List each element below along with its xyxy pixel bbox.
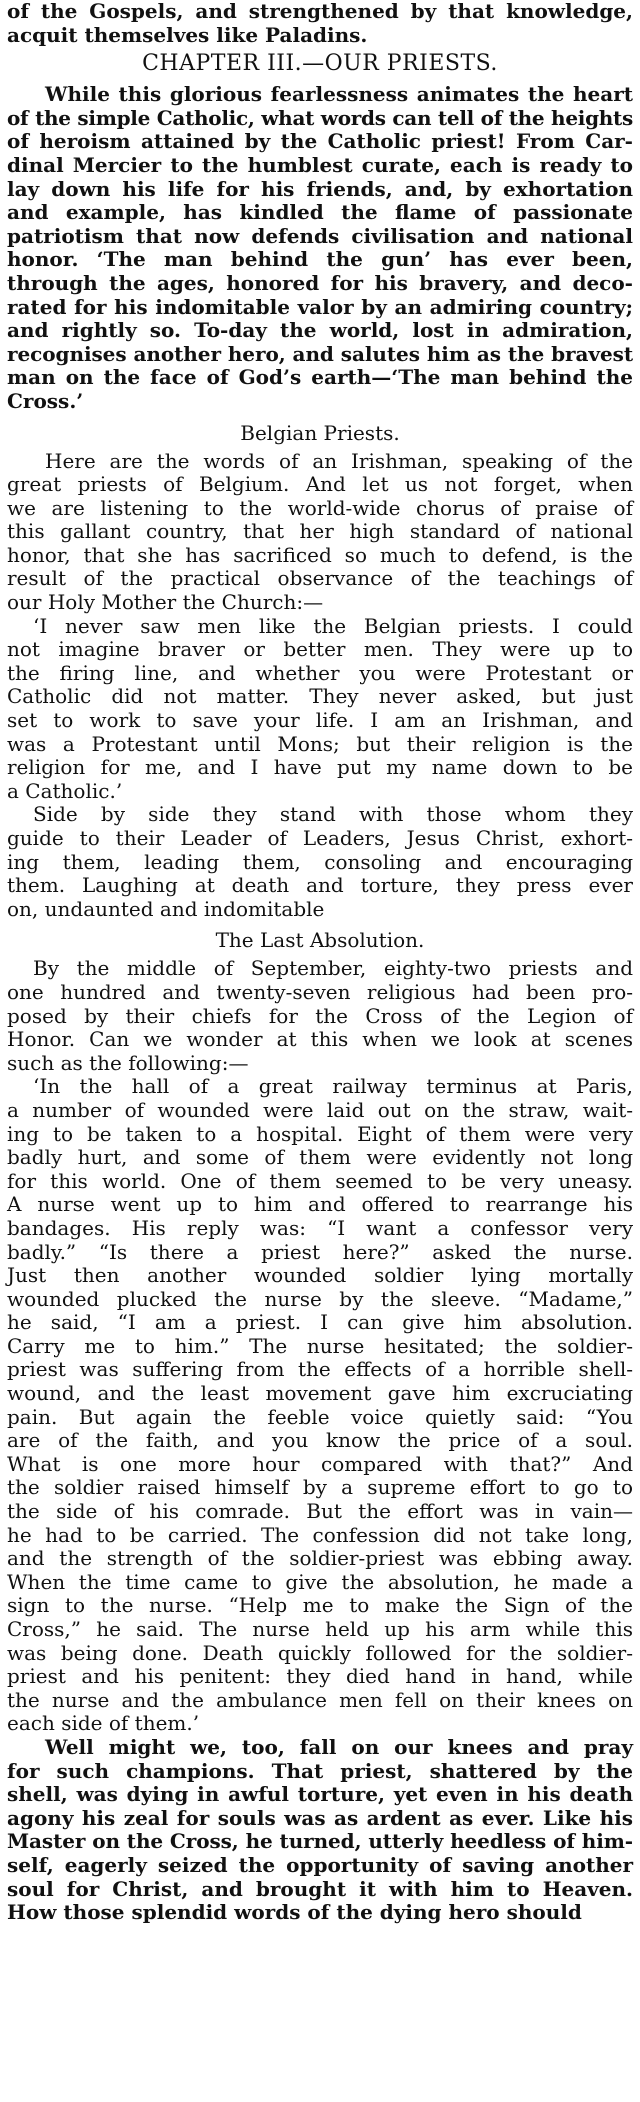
text-line: pain. But again the feeble voice quietly said: “You bbox=[7, 1404, 633, 1429]
text-line: of heroism attained by the Catholic priest! From Car- bbox=[7, 129, 633, 154]
text-line: sign to the nurse. “Help me to make the Sign of the bbox=[7, 1593, 633, 1618]
text-line: posed by their chiefs for the Cross of the Legion of bbox=[7, 1003, 633, 1028]
text-line: recognises another hero, and salutes him as the bravest bbox=[7, 341, 633, 366]
text-line: through the ages, honored for his bravery, and deco- bbox=[7, 270, 633, 295]
text-line: ‘I never saw men like the Belgian priests. I could bbox=[33, 613, 633, 638]
text-line: was a Protestant until Mons; but their religion is the bbox=[7, 731, 633, 756]
text-line: result of the practical observance of the teachings of bbox=[7, 566, 633, 591]
text-line: of the simple Catholic, what words can tell of the heights bbox=[7, 105, 633, 130]
text-line: each side of them.’ bbox=[7, 1711, 200, 1736]
text-line: Cross.’ bbox=[7, 388, 84, 413]
absolution-paragraph bbox=[7, 957, 633, 1075]
text-line: shell, was dying in awful torture, yet even in his death bbox=[7, 1782, 633, 1807]
text-line: for such champions. That priest, shattered by the bbox=[7, 1758, 633, 1783]
text-line: man on the face of God’s earth—‘The man behind the bbox=[7, 365, 633, 390]
text-line: the soldier raised himself by a supreme effort to go to bbox=[7, 1475, 633, 1500]
text-line: and example, has kindled the flame of passionate bbox=[7, 200, 633, 225]
text-line: of the Gospels, and strengthened by that knowledge, bbox=[7, 0, 633, 23]
text-line: rated for his indomitable valor by an admiring country; bbox=[7, 294, 633, 319]
text-line: a number of wounded were laid out on the straw, wait- bbox=[7, 1097, 633, 1122]
text-line: bandages. His reply was: “I want a confessor very bbox=[7, 1215, 633, 1240]
text-line: Just then another wounded soldier lying mortally bbox=[7, 1263, 633, 1288]
text-line: the firing line, and whether you were Protestant or bbox=[7, 660, 633, 685]
text-line: Cross,” he said. The nurse held up his arm while this bbox=[7, 1617, 633, 1641]
text-line: Master on the Cross, he turned, utterly heedless of him- bbox=[7, 1829, 633, 1854]
text-line: he said, “I am a priest. I can give him absolution. bbox=[7, 1310, 633, 1335]
text-line: soul for Christ, and brought it with him to Heaven. bbox=[7, 1876, 633, 1901]
text-line: our Holy Mother the Church:— bbox=[7, 590, 324, 615]
text-line: ‘In the hall of a great railway terminus at Paris, bbox=[33, 1074, 633, 1099]
text-line: are of the faith, and you know the price of a soul. bbox=[7, 1428, 633, 1453]
text-line: Catholic did not matter. They never asked, but just bbox=[7, 684, 633, 709]
chapter-heading: CHAPTER III.—OUR PRIESTS. bbox=[142, 51, 498, 77]
text-line: priest and his penitent: they died hand in hand, while bbox=[7, 1664, 633, 1689]
text-line: dinal Mercier to the humblest curate, each is ready to bbox=[7, 152, 633, 177]
text-line: priest was suffering from the effects of a horrible shell- bbox=[7, 1357, 633, 1382]
text-line: such as the following:— bbox=[7, 1050, 249, 1075]
text-line: them. Laughing at death and torture, they press ever bbox=[7, 873, 633, 898]
text-line: A nurse went up to him and offered to rearrange his bbox=[7, 1192, 633, 1217]
text-line: and the strength of the soldier-priest was ebbing away. bbox=[7, 1546, 633, 1571]
text-line: a Catholic.’ bbox=[7, 778, 123, 803]
text-line: wounded plucked the nurse by the sleeve. “Madame,” bbox=[7, 1286, 633, 1311]
text-line: not imagine braver or better men. They were up to bbox=[7, 637, 633, 662]
text-line: ing them, leading them, consoling and encouraging bbox=[7, 849, 633, 874]
text-line: self, eagerly seized the opportunity of saving another bbox=[7, 1852, 633, 1877]
text-line: guide to their Leader of Leaders, Jesus Christ, exhort- bbox=[7, 826, 633, 850]
text-line: was being done. Death quickly followed for the soldier- bbox=[7, 1640, 633, 1665]
text-line: badly hurt, and some of them were evidently not long bbox=[7, 1145, 633, 1170]
side-by-side-paragraph bbox=[7, 803, 633, 921]
text-line: wound, and the least movement gave him excruciating bbox=[7, 1381, 633, 1406]
text-line: one hundred and twenty-seven religious had been pro- bbox=[7, 979, 633, 1004]
intro-paragraph bbox=[7, 0, 633, 47]
text-line: What is one more hour compared with that?” And bbox=[7, 1451, 633, 1476]
text-line: Here are the words of an Irishman, speaking of the bbox=[45, 448, 633, 473]
text-line: he had to be carried. The confession did not take long, bbox=[7, 1522, 633, 1547]
text-line: How those splendid words of the dying hero should bbox=[7, 1900, 582, 1925]
final-paragraph bbox=[7, 1736, 633, 1925]
text-line: honor, that she has sacrificed so much to defend, is the bbox=[7, 542, 633, 567]
text-line: we are listening to the world-wide chorus of praise of bbox=[7, 495, 633, 520]
section-heading-belgian-priests: Belgian Priests. bbox=[240, 420, 400, 445]
text-line: acquit themselves like Paladins. bbox=[7, 22, 368, 47]
text-line: patriotism that now defends civilisation and national bbox=[7, 223, 633, 248]
text-line: When the time came to give the absolution, he made a bbox=[7, 1569, 633, 1594]
text-line: Well might we, too, fall on our knees and pray bbox=[45, 1734, 633, 1759]
belgian-paragraph bbox=[7, 450, 633, 615]
text-line: Side by side they stand with those whom they bbox=[33, 802, 633, 827]
text-line: While this glorious fearlessness animates the heart bbox=[45, 82, 633, 107]
text-line: set to work to save your life. I am an Irishman, and bbox=[7, 708, 633, 733]
text-line: great priests of Belgium. And let us not forget, when bbox=[7, 472, 633, 497]
text-line: agony his zeal for souls was as ardent as ever. Like his bbox=[7, 1805, 633, 1830]
text-line: Carry me to him.” The nurse hesitated; the soldier- bbox=[7, 1333, 633, 1358]
text-line: religion for me, and I have put my name down to be bbox=[7, 755, 633, 780]
text-line: the nurse and the ambulance men fell on their knees on bbox=[7, 1687, 633, 1712]
story-paragraph bbox=[7, 1075, 633, 1736]
text-line: on, undaunted and indomitable bbox=[7, 896, 325, 921]
text-line: for this world. One of them seemed to be very uneasy. bbox=[7, 1168, 633, 1193]
text-column bbox=[7, 0, 633, 1925]
belgian-quote-paragraph bbox=[7, 615, 633, 804]
chapter-paragraph bbox=[7, 83, 633, 413]
text-line: the side of his comrade. But the effort was in vain— bbox=[7, 1499, 633, 1524]
text-line: Honor. Can we wonder at this when we look at scenes bbox=[7, 1027, 633, 1052]
text-line: this gallant country, that her high standard of national bbox=[7, 519, 633, 544]
text-line: lay down his life for his friends, and, by exhortation bbox=[7, 176, 633, 201]
text-line: and rightly so. To-day the world, lost in admiration, bbox=[7, 318, 633, 343]
text-line: ing to be taken to a hospital. Eight of them were very bbox=[7, 1121, 633, 1146]
text-line: By the middle of September, eighty-two priests and bbox=[33, 956, 633, 981]
section-heading-last-absolution: The Last Absolution. bbox=[215, 928, 425, 953]
text-line: honor. ‘The man behind the gun’ has ever been, bbox=[7, 247, 633, 272]
text-line: badly.” “Is there a priest here?” asked the nurse. bbox=[7, 1239, 633, 1264]
